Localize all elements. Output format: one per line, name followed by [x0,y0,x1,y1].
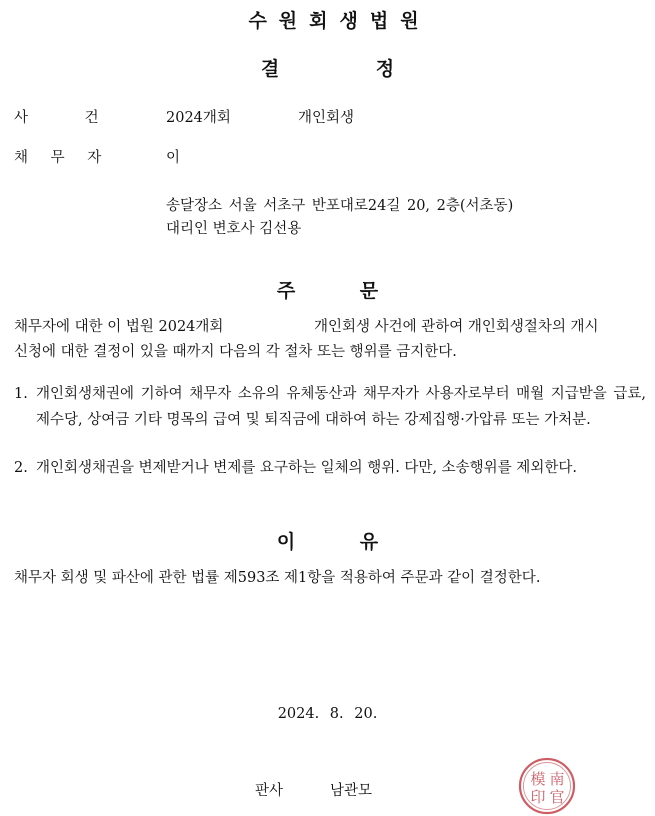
legal-agent: 대리인 변호사 김선용 [166,221,302,237]
judge-title: 판사 [255,783,284,799]
case-label: 사 건 [14,110,99,126]
seal-char: 模 [530,770,546,788]
seal-char: 南 [549,770,565,788]
order-item-number: 2. [14,460,28,476]
order-item-number: 1. [14,386,28,402]
judge-name: 남관모 [330,783,373,799]
seal-char: 印 [530,788,546,806]
order-intro-line2: 신청에 대한 결정이 있을 때까지 다음의 각 절차 또는 행위를 금지한다. [14,344,457,360]
document-title: 결 정 [260,58,395,80]
service-address: 송달장소 서울 서초구 반포대로24길 20, 2층(서초동) [166,198,514,214]
seal-char: 官 [549,788,565,806]
seal-outer-ring [520,759,574,813]
debtor-label: 채 무 자 [14,150,102,166]
order-item [14,381,646,433]
case-name: 개인회생 [298,110,355,126]
case-number: 2024개회 [166,110,231,126]
judge-seal-stamp [517,756,577,816]
order-intro-part2: 개인회생 사건에 관하여 개인회생절차의 개시 [314,319,599,335]
order-heading: 주 문 [276,280,379,302]
order-item [14,455,646,481]
order-intro-part1: 채무자에 대한 이 법원 2024개회 [14,319,224,335]
order-item-text: 개인회생채권을 변제받거나 변제를 요구하는 일체의 행위. 다만, 소송행위를 제외한다. [36,460,577,476]
reason-text: 채무자 회생 및 파산에 관한 법률 제593조 제1항을 적용하여 주문과 같이 결정한다. [14,570,541,586]
reason-heading: 이 유 [276,531,379,553]
debtor-name: 이 [166,150,181,166]
decision-date: 2024. 8. 20. [277,706,378,722]
court-name: 수원회생법원 [248,10,431,32]
order-item-text: 개인회생채권에 기하여 채무자 소유의 유체동산과 채무자가 사용자로부터 매월 지급받을 급료, 제수당, 상여금 기타 명목의 급여 및 퇴직금에 대하여 하는 강제집행·가압류 또는 가처분. [36,386,646,428]
